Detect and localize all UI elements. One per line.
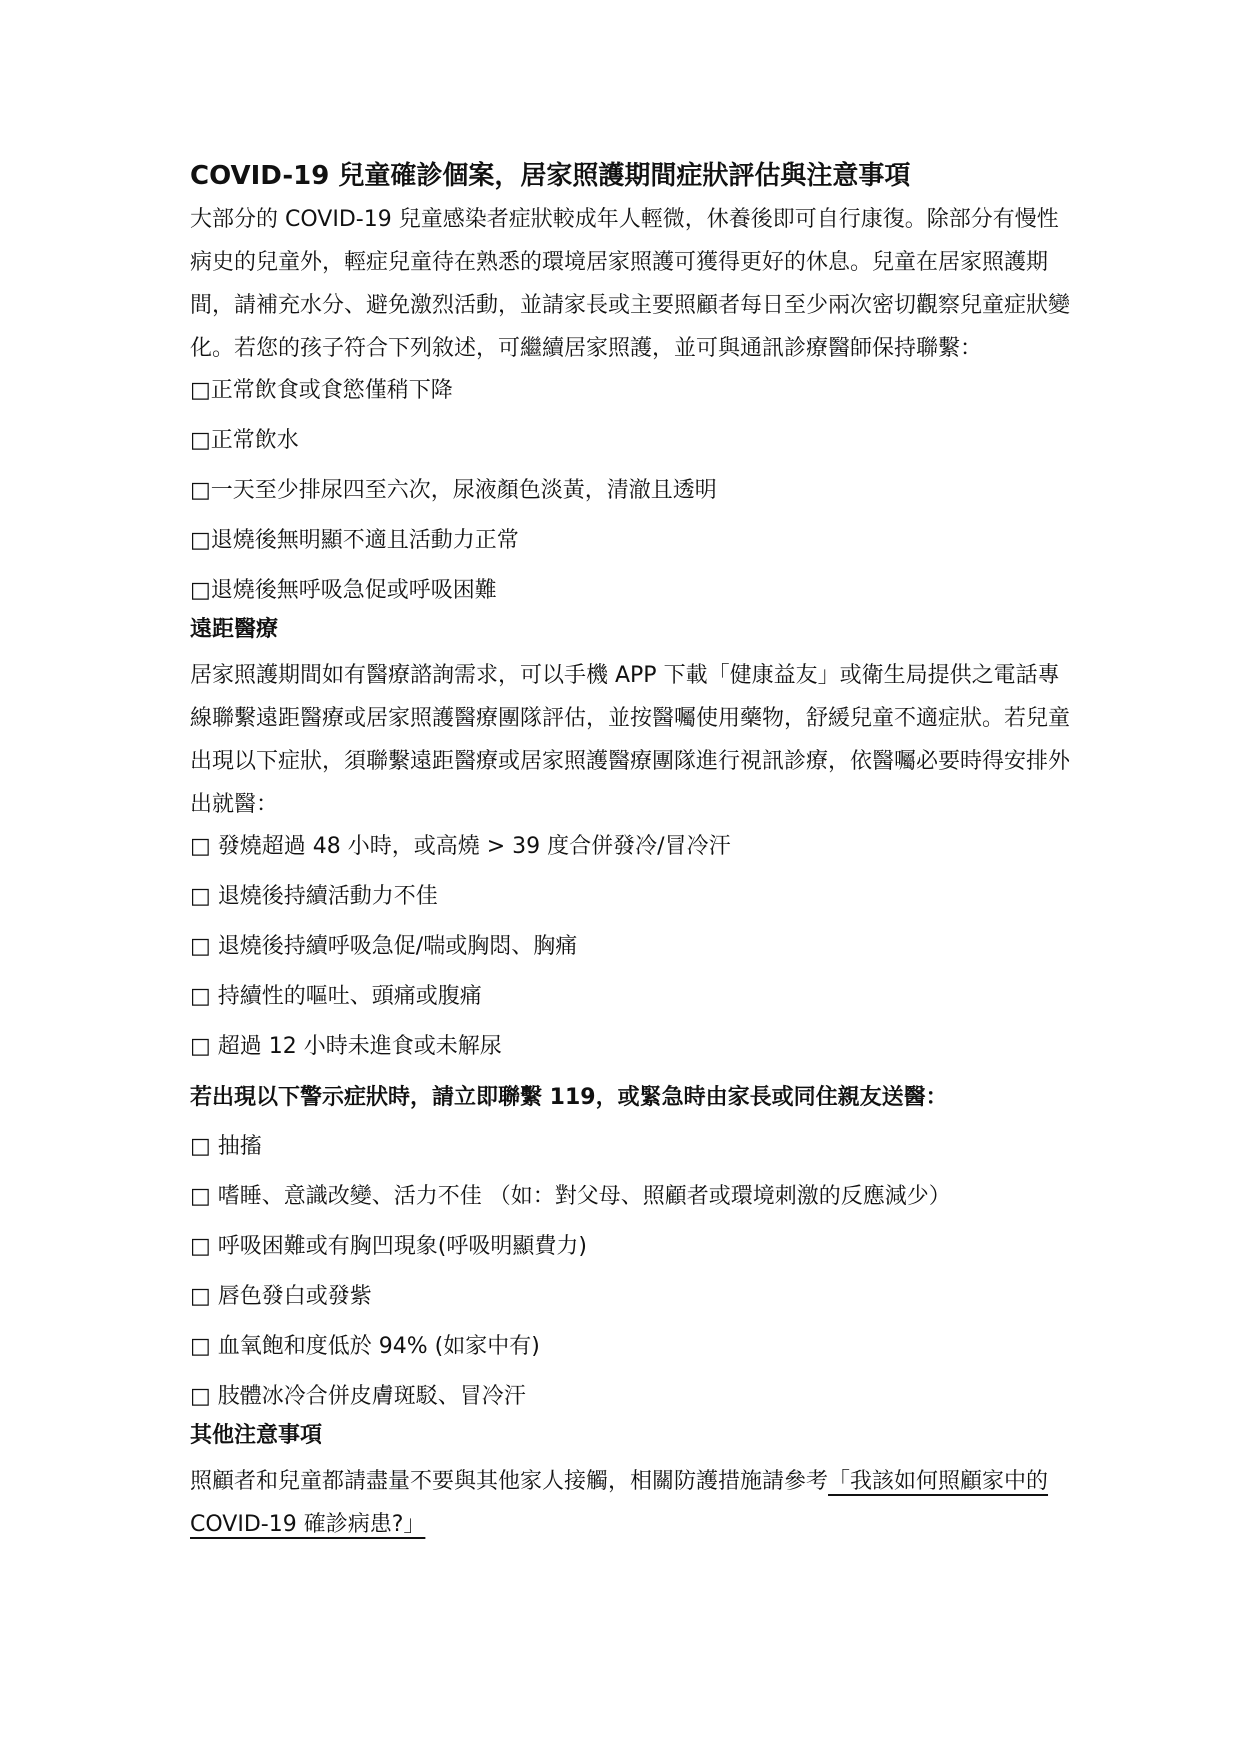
checklist-item[interactable]: □一天至少排尿四至六次，尿液顏色淡黃，清澈且透明 — [190, 478, 717, 503]
warning-item[interactable]: □ 呼吸困難或有胸凹現象(呼吸明顯費力) — [190, 1234, 587, 1259]
warning-item[interactable]: □ 唇色發白或發紫 — [190, 1284, 372, 1309]
emergency-heading: 若出現以下警示症狀時，請立即聯繫 119，或緊急時由家長或同住親友送醫： — [190, 1085, 948, 1110]
warning-item[interactable]: □ 抽搐 — [190, 1134, 262, 1159]
document-title: COVID-19 兒童確診個案，居家照護期間症狀評估與注意事項 — [190, 161, 911, 191]
warning-item[interactable]: □ 嗜睡、意識改變、活力不佳 （如：對父母、照顧者或環境刺激的反應減少） — [190, 1184, 951, 1209]
symptom-item[interactable]: □ 發燒超過 48 小時，或高燒 > 39 度合併發冷/冒冷汗 — [190, 834, 731, 859]
warning-item[interactable]: □ 肢體冰冷合併皮膚斑駁、冒冷汗 — [190, 1384, 526, 1409]
warning-item[interactable]: □ 血氧飽和度低於 94% (如家中有) — [190, 1334, 540, 1359]
other-notes-paragraph — [190, 1460, 1070, 1546]
covid-care-guide-link[interactable]: 「我該如何照顧家中的 COVID-19 確診病患?」 — [190, 1469, 1049, 1537]
checklist-item[interactable]: □退燒後無呼吸急促或呼吸困難 — [190, 578, 497, 603]
intro-paragraph: 大部分的 COVID-19 兒童感染者症狀較成年人輕微，休養後即可自行康復。除部分有慢性病史的兒童外，輕症兒童待在熟悉的環境居家照護可獲得更好的休息。兒童在居家照護期間，請補充水分、避免激烈活動，並請家長或主要照顧者每日至少兩次密切觀察兒童症狀變化。若您的孩子符合下列敘述，可繼續居家照護，並可與通訊診療醫師保持聯繫： — [190, 207, 1071, 361]
symptom-item[interactable]: □ 退燒後持續呼吸急促/喘或胸悶、胸痛 — [190, 934, 578, 959]
telemedicine-heading: 遠距醫療 — [190, 617, 279, 642]
symptom-item[interactable]: □ 超過 12 小時未進食或未解尿 — [190, 1034, 502, 1059]
other-notes-text: 照顧者和兒童都請盡量不要與其他家人接觸，相關防護措施請參考 — [190, 1469, 829, 1494]
checklist-item[interactable]: □正常飲食或食慾僅稍下降 — [190, 378, 453, 403]
emergency-symptom-list — [190, 1132, 1070, 1412]
checklist-item[interactable]: □退燒後無明顯不適且活動力正常 — [190, 528, 519, 553]
telemedicine-paragraph: 居家照護期間如有醫療諮詢需求，可以手機 APP 下載「健康益友」或衛生局提供之電話專線聯繫遠距醫療或居家照護醫療團隊評估，並按醫囑使用藥物，舒緩兒童不適症狀。若兒童出現以下症狀，須聯繫遠距醫療或居家照護醫療團隊進行視訊診療，依醫囑必要時得安排外出就醫： — [190, 663, 1071, 817]
symptom-item[interactable]: □ 退燒後持續活動力不佳 — [190, 884, 438, 909]
document-page — [190, 156, 1070, 1552]
telemedicine-symptom-list — [190, 832, 1070, 1062]
symptom-item[interactable]: □ 持續性的嘔吐、頭痛或腹痛 — [190, 984, 482, 1009]
other-notes-heading: 其他注意事項 — [190, 1423, 323, 1448]
checklist-item[interactable]: □正常飲水 — [190, 428, 299, 453]
home-care-checklist — [190, 376, 1070, 606]
